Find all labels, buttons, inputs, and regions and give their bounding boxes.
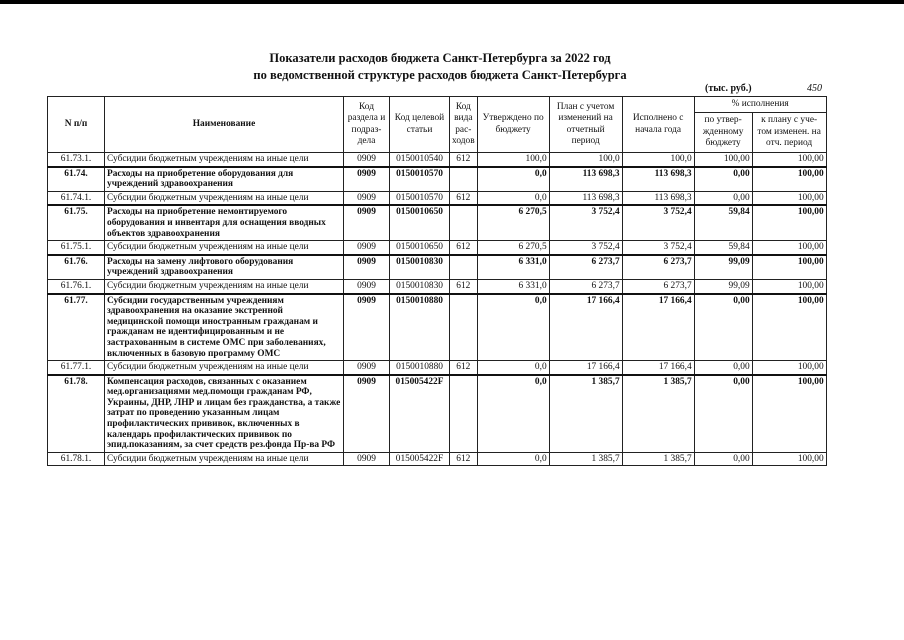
row-approved: 6 331,0: [477, 279, 549, 293]
row-section-code: 0909: [344, 191, 390, 205]
row-kind-code: [450, 205, 478, 240]
table-row: [48, 241, 827, 255]
row-pct-plan: 100,00: [752, 205, 826, 240]
row-plan: 1 385,7: [549, 452, 622, 466]
header-pct-approved: по утвер-жденному бюджету: [694, 113, 752, 153]
table-row: [48, 191, 827, 205]
row-number: 61.74.1.: [48, 191, 105, 205]
row-kind-code: 612: [450, 452, 478, 466]
row-plan: 1 385,7: [549, 375, 622, 453]
row-name: Субсидии государственным учреждениям здравоохранения на оказание экстренной медицинской помощи иностранным гражданам и гражданам не идентифицированным и не застрахованным в системе ОМС при заболеваниях, включенных в базовую программу ОМС: [105, 294, 344, 361]
table-body: [48, 153, 827, 466]
row-pct-plan: 100,00: [752, 375, 826, 453]
row-plan: 113 698,3: [549, 191, 622, 205]
header-executed: Исполнено с начала года: [622, 97, 694, 153]
row-section-code: 0909: [344, 153, 390, 167]
row-executed: 113 698,3: [622, 191, 694, 205]
header-section-code: Код раздела и подраз-дела: [344, 97, 390, 153]
header-article-code: Код целевой статьи: [390, 97, 450, 153]
row-plan: 3 752,4: [549, 205, 622, 240]
row-approved: 100,0: [477, 153, 549, 167]
header-plan: План с учетом изменений на отчетный период: [549, 97, 622, 153]
row-approved: 0,0: [477, 375, 549, 453]
row-number: 61.76.: [48, 255, 105, 280]
row-approved: 6 331,0: [477, 255, 549, 280]
table-row: [48, 153, 827, 167]
row-pct-plan: 100,00: [752, 191, 826, 205]
row-number: 61.74.: [48, 167, 105, 192]
row-plan: 17 166,4: [549, 294, 622, 361]
row-pct-plan: 100,00: [752, 361, 826, 375]
row-name: Расходы на приобретение немонтируемого оборудования и инвентаря для оснащения вводных объектов здравоохранения: [105, 205, 344, 240]
row-pct-plan: 100,00: [752, 452, 826, 466]
row-kind-code: [450, 255, 478, 280]
row-approved: 6 270,5: [477, 241, 549, 255]
table-row: [48, 167, 827, 192]
row-article-code: 0150010570: [390, 167, 450, 192]
row-article-code: 0150010650: [390, 205, 450, 240]
row-name: Субсидии бюджетным учреждениям на иные цели: [105, 153, 344, 167]
row-section-code: 0909: [344, 279, 390, 293]
row-pct-plan: 100,00: [752, 294, 826, 361]
header-name: Наименование: [105, 97, 344, 153]
row-number: 61.78.1.: [48, 452, 105, 466]
row-pct-approved: 0,00: [694, 294, 752, 361]
row-article-code: 015005422F: [390, 452, 450, 466]
row-executed: 3 752,4: [622, 205, 694, 240]
row-section-code: 0909: [344, 294, 390, 361]
row-executed: 1 385,7: [622, 452, 694, 466]
row-section-code: 0909: [344, 375, 390, 453]
row-approved: 0,0: [477, 452, 549, 466]
row-kind-code: [450, 294, 478, 361]
row-name: Субсидии бюджетным учреждениям на иные цели: [105, 241, 344, 255]
header-approved: Утверждено по бюджету: [477, 97, 549, 153]
row-kind-code: [450, 375, 478, 453]
row-executed: 100,0: [622, 153, 694, 167]
table-row: [48, 375, 827, 453]
header-pct-plan: к плану с уче-том изменен. на отч. период: [752, 113, 826, 153]
row-pct-plan: 100,00: [752, 279, 826, 293]
report-subtitle: по ведомственной структуре расходов бюджета Санкт-Петербурга: [253, 68, 627, 82]
scan-top-edge: [0, 0, 904, 4]
row-name: Расходы на приобретение оборудования для учреждений здравоохранения: [105, 167, 344, 192]
row-name: Компенсация расходов, связанных с оказанием мед.организациями мед.помощи гражданам РФ, Украины, ДНР, ЛНР и лицам без гражданства, а также затрат по проведению указанным лицам профилактических прививок, включенных в календарь профилактических прививок по эпид.показаниям, за счет средств рез.фонда Пр-ва РФ: [105, 375, 344, 453]
table-row: [48, 279, 827, 293]
row-plan: 113 698,3: [549, 167, 622, 192]
row-plan: 17 166,4: [549, 361, 622, 375]
row-approved: 0,0: [477, 167, 549, 192]
row-pct-approved: 99,09: [694, 279, 752, 293]
budget-table: [47, 96, 827, 466]
row-executed: 113 698,3: [622, 167, 694, 192]
table-row: [48, 255, 827, 280]
row-number: 61.78.: [48, 375, 105, 453]
row-section-code: 0909: [344, 452, 390, 466]
table-row: [48, 361, 827, 375]
row-kind-code: 612: [450, 241, 478, 255]
row-name: Субсидии бюджетным учреждениям на иные цели: [105, 279, 344, 293]
page-number: 450: [807, 83, 822, 94]
row-number: 61.76.1.: [48, 279, 105, 293]
row-pct-approved: 0,00: [694, 167, 752, 192]
row-approved: 0,0: [477, 361, 549, 375]
row-number: 61.75.: [48, 205, 105, 240]
row-section-code: 0909: [344, 241, 390, 255]
row-name: Субсидии бюджетным учреждениям на иные цели: [105, 452, 344, 466]
units-label: (тыс. руб.): [705, 83, 752, 94]
row-article-code: 0150010570: [390, 191, 450, 205]
row-plan: 6 273,7: [549, 255, 622, 280]
row-executed: 3 752,4: [622, 241, 694, 255]
table-row: [48, 205, 827, 240]
row-article-code: 0150010540: [390, 153, 450, 167]
row-plan: 6 273,7: [549, 279, 622, 293]
row-number: 61.77.1.: [48, 361, 105, 375]
row-executed: 6 273,7: [622, 255, 694, 280]
row-pct-approved: 59,84: [694, 205, 752, 240]
row-name: Субсидии бюджетным учреждениям на иные цели: [105, 191, 344, 205]
row-plan: 100,0: [549, 153, 622, 167]
row-executed: 6 273,7: [622, 279, 694, 293]
row-approved: 6 270,5: [477, 205, 549, 240]
row-article-code: 0150010880: [390, 361, 450, 375]
row-section-code: 0909: [344, 205, 390, 240]
row-executed: 17 166,4: [622, 361, 694, 375]
header-kind-code: Код вида рас-ходов: [450, 97, 478, 153]
row-article-code: 0150010880: [390, 294, 450, 361]
row-number: 61.73.1.: [48, 153, 105, 167]
row-pct-plan: 100,00: [752, 167, 826, 192]
row-pct-plan: 100,00: [752, 153, 826, 167]
row-approved: 0,0: [477, 294, 549, 361]
row-number: 61.77.: [48, 294, 105, 361]
row-pct-approved: 0,00: [694, 375, 752, 453]
row-kind-code: [450, 167, 478, 192]
row-article-code: 015005422F: [390, 375, 450, 453]
row-executed: 17 166,4: [622, 294, 694, 361]
row-number: 61.75.1.: [48, 241, 105, 255]
row-article-code: 0150010830: [390, 279, 450, 293]
header-num: N п/п: [48, 97, 105, 153]
row-name: Субсидии бюджетным учреждениям на иные цели: [105, 361, 344, 375]
report-title: Показатели расходов бюджета Санкт-Петербурга за 2022 год: [269, 51, 611, 65]
row-name: Расходы на замену лифтового оборудования учреждений здравоохранения: [105, 255, 344, 280]
row-section-code: 0909: [344, 255, 390, 280]
row-kind-code: 612: [450, 191, 478, 205]
row-section-code: 0909: [344, 167, 390, 192]
row-kind-code: 612: [450, 361, 478, 375]
table-row: [48, 452, 827, 466]
header-pct: % исполнения: [694, 97, 826, 113]
row-pct-approved: 0,00: [694, 361, 752, 375]
row-pct-approved: 100,00: [694, 153, 752, 167]
row-executed: 1 385,7: [622, 375, 694, 453]
row-approved: 0,0: [477, 191, 549, 205]
row-pct-plan: 100,00: [752, 255, 826, 280]
row-kind-code: 612: [450, 279, 478, 293]
row-section-code: 0909: [344, 361, 390, 375]
row-article-code: 0150010830: [390, 255, 450, 280]
table-row: [48, 294, 827, 361]
row-pct-approved: 0,00: [694, 452, 752, 466]
row-article-code: 0150010650: [390, 241, 450, 255]
row-pct-approved: 59,84: [694, 241, 752, 255]
row-plan: 3 752,4: [549, 241, 622, 255]
row-pct-plan: 100,00: [752, 241, 826, 255]
row-pct-approved: 99,09: [694, 255, 752, 280]
row-kind-code: 612: [450, 153, 478, 167]
row-pct-approved: 0,00: [694, 191, 752, 205]
